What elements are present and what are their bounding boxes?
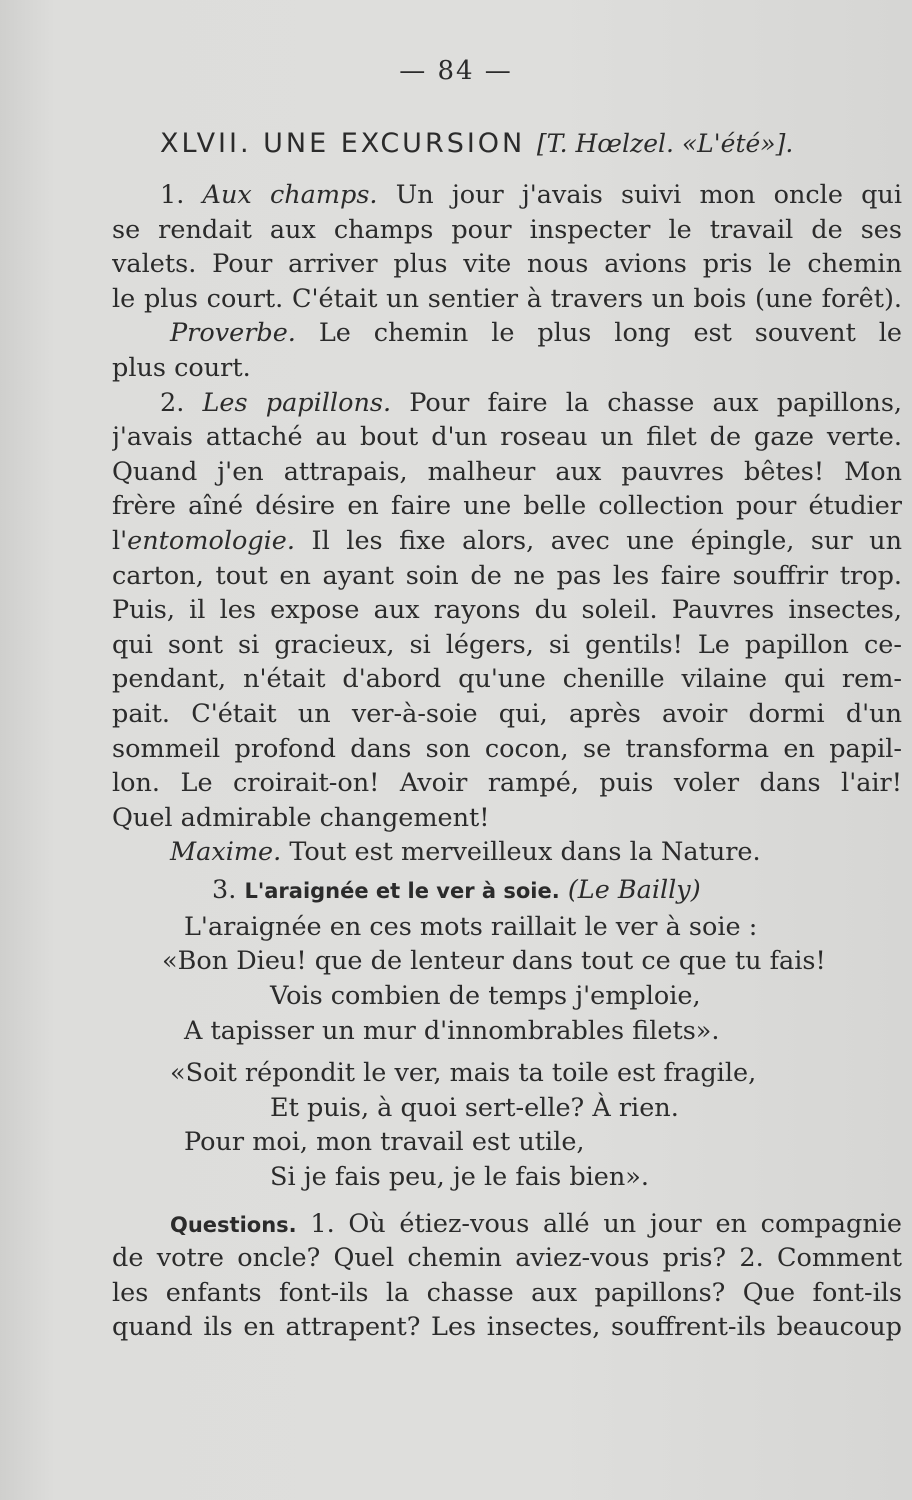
section2-line: pendant, n'était d'abord qu'une chenille vilaine qui rem- (112, 664, 902, 695)
chapter-heading: XLVII. UNE EXCURSION (160, 128, 526, 159)
section2-line: l'entomologie. Il les fixe alors, avec une épingle, sur un (112, 525, 902, 556)
section1-line: se rendait aux champs pour inspecter le travail de ses (112, 214, 902, 245)
page-body (112, 178, 902, 1345)
chapter-title (160, 128, 880, 159)
section2-line: lon. Le croirait-on! Avoir rampé, puis voler dans l'air! (112, 768, 902, 799)
section3-attribution: (Le Bailly) (567, 874, 701, 905)
poem-line: Si je fais peu, je le fais bien». (270, 1162, 650, 1193)
chapter-attribution: [T. Hœlzel. «L'été»]. (536, 129, 794, 158)
poem-line: Et puis, à quoi sert-elle? À rien. (270, 1092, 679, 1123)
questions-label: Questions. (170, 1212, 297, 1237)
maxim-line: Maxime. Tout est merveilleux dans la Nature. (170, 837, 761, 868)
section2-line: qui sont si gracieux, si légers, si gentils! Le papillon ce- (112, 629, 902, 660)
section2-line: Quel admirable changement! (112, 802, 490, 833)
section2-line: sommeil profond dans son cocon, se transforma en papil- (112, 733, 902, 764)
proverb-label: Proverbe. (170, 318, 296, 349)
poem-line: A tapisser un mur d'innombrables filets». (184, 1015, 720, 1046)
questions-line: les enfants font-ils la chasse aux papillons? Que font-ils (112, 1277, 902, 1308)
page-number: — 84 — (399, 56, 513, 86)
section2-first-line: 2. Les papillons. Pour faire la chasse aux papillons, (160, 387, 902, 418)
section2-line: pait. C'était un ver-à-soie qui, après avoir dormi d'un (112, 698, 902, 729)
entomologie-term: entomologie. (127, 525, 296, 556)
questions-first-line: Questions. 1. Où étiez-vous allé un jour en compagnie (170, 1208, 902, 1239)
poem-line: «Bon Dieu! que de lenteur dans tout ce que tu fais! (162, 946, 826, 977)
poem-line: L'araignée en ces mots raillait le ver à soie : (184, 911, 758, 942)
proverb-line: plus court. (112, 352, 251, 383)
maxim-label: Maxime. (170, 837, 282, 868)
proverb-first-line: Proverbe. Le chemin le plus long est souvent le (170, 318, 902, 349)
poem-line: Vois combien de temps j'emploie, (270, 981, 701, 1012)
section2-line: carton, tout en ayant soin de ne pas les faire souffrir trop. (112, 560, 902, 591)
section3-heading: L'araignée et le ver à soie. (244, 878, 560, 903)
section3-heading-line: 3. L'araignée et le ver à soie. (Le Bailly) (212, 874, 701, 905)
poem-line: «Soit répondit le ver, mais ta toile est fragile, (170, 1058, 757, 1089)
section1-heading: Aux champs. (202, 180, 378, 210)
section1-first-line: 1. Aux champs. Un jour j'avais suivi mon oncle qui (160, 180, 902, 210)
section2-heading: Les papillons. (202, 387, 392, 418)
questions-line: quand ils en attrapent? Les insectes, souffrent-ils beaucoup (112, 1312, 902, 1343)
section2-line: frère aîné désire en faire une belle collection pour étudier (112, 491, 902, 522)
questions-line: de votre oncle? Quel chemin aviez-vous pris? 2. Comment (112, 1243, 902, 1274)
section2-line: j'avais attaché au bout d'un roseau un filet de gaze verte. (112, 422, 902, 453)
section1-line: valets. Pour arriver plus vite nous avions pris le chemin (112, 249, 902, 280)
poem-line: Pour moi, mon travail est utile, (184, 1127, 585, 1158)
section2-line: Quand j'en attrapais, malheur aux pauvres bêtes! Mon (112, 456, 902, 487)
section2-line: Puis, il les expose aux rayons du soleil. Pauvres insectes, (112, 595, 902, 626)
section1-line: le plus court. C'était un sentier à travers un bois (une forêt). (112, 283, 902, 314)
